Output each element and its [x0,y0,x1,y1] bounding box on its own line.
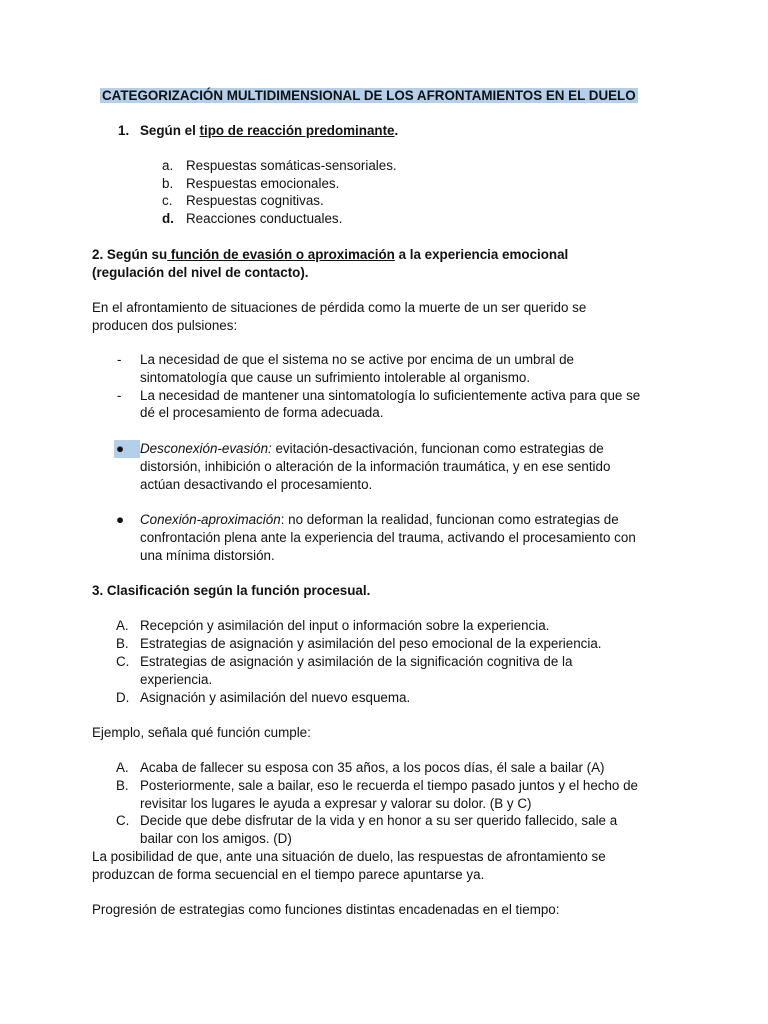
s3-item-C-line1: Estrategias de asignación y asimilación de la significación cognitiva de la [140,654,573,669]
bullet-1-line1 [140,440,604,458]
section3-heading: 3. Clasificación según la función procesual. [92,583,371,598]
s3-marker-C: C. [116,654,130,669]
dash-item-1-line1: La necesidad de que el sistema no se active por encima de un umbral de [140,352,574,367]
s3-marker-D: D. [116,690,130,705]
example-marker-A: A. [116,760,129,775]
bullet-1-term: Desconexión-evasión: [140,441,272,456]
bullet-2-line2: confrontación plena ante la experiencia del trauma, activando el procesamiento con [140,530,636,545]
dash-item-2-line1: La necesidad de mantener una sintomatología lo suficientemente activa para que se [140,388,641,403]
section2-heading-line2: (regulación del nivel de contacto). [92,265,309,280]
s3-item-A: Recepción y asimilación del input o información sobre la experiencia. [140,618,550,633]
bullet-2-rest: : no deforman la realidad, funcionan como estrategias de [280,512,619,527]
example-intro: Ejemplo, señala qué función cumple: [92,725,311,740]
example-A: Acaba de fallecer su esposa con 35 años, a los pocos días, él sale a bailar (A) [140,760,605,775]
section1-heading-pre: Según el [140,123,200,138]
title-highlight: CATEGORIZACIÓN MULTIDIMENSIONAL DE LOS AFRONTAMIENTOS EN EL DUELO [102,88,636,103]
bullet-1-rest: evitación-desactivación, funcionan como estrategias de [271,441,604,456]
bullet-2-line1 [140,511,619,529]
section2-heading-underlined: función de evasión o aproximación [167,247,395,262]
s3-item-D: Asignación y asimilación del nuevo esquema. [140,690,411,705]
dash-item-1-line2: sintomatología que cause un sufrimiento intolerable al organismo. [140,370,531,385]
section2-heading-pre: 2. Según su [92,247,168,262]
section1-item-d: Reacciones conductuales. [186,211,343,226]
dash-item-2-line2: dé el procesamiento de forma adecuada. [140,405,384,420]
bullet-2-term: Conexión-aproximación [140,512,281,527]
section2-heading-post: a la experiencia emocional [394,247,569,262]
section1-item-c: Respuestas cognitivas. [186,193,324,208]
bullet-2-line3: una mínima distorsión. [140,548,275,563]
section1-heading [140,122,398,140]
example-C-line2: bailar con los amigos. (D) [140,831,292,846]
example-C-line1: Decide que debe disfrutar de la vida y en honor a su ser querido fallecido, sale a [140,813,618,828]
bullet-1-line2: distorsión, inhibición o alteración de la información traumática, y en ese sentido [140,459,611,474]
section2-intro-line2: producen dos pulsiones: [92,318,238,333]
section2-heading [92,246,568,264]
s3-marker-A: A. [116,618,129,633]
example-marker-B: B. [116,778,129,793]
dash-marker-1: - [117,352,122,367]
section1-heading-underlined: tipo de reacción predominante [199,123,395,138]
section1-item-a: Respuestas somáticas-sensoriales. [186,158,397,173]
dash-marker-2: - [117,388,122,403]
s3-item-B: Estrategias de asignación y asimilación del peso emocional de la experiencia. [140,636,602,651]
section1-marker-c: c. [162,193,173,208]
document-title [100,87,638,105]
bullet-1-line3: actúan desactivando el procesamiento. [140,477,373,492]
bullet-marker-2: ● [116,512,125,527]
example-marker-C: C. [116,813,130,828]
example-B-line1: Posteriormente, sale a bailar, eso le recuerda el tiempo pasado juntos y el hecho de [140,778,638,793]
example-B-line2: revisitar los lugares le ayuda a expresar y valorar su dolor. (B y C) [140,796,532,811]
progression-line: Progresión de estrategias como funciones distintas encadenadas en el tiempo: [92,902,560,917]
closing-line2: produzcan de forma secuencial en el tiempo parece apuntarse ya. [92,867,485,882]
closing-line1: La posibilidad de que, ante una situación de duelo, las respuestas de afrontamiento se [92,849,606,864]
section1-marker-a: a. [162,158,174,173]
section1-marker-d: d. [162,211,174,226]
section1-item-b: Respuestas emocionales. [186,176,340,191]
bullet-marker-1: ● [114,440,140,458]
section2-intro-line1: En el afrontamiento de situaciones de pérdida como la muerte de un ser querido se [92,300,587,315]
section1-heading-post: . [394,123,399,138]
s3-item-C-line2: experiencia. [140,672,213,687]
section1-marker-b: b. [162,176,174,191]
section1-number: 1. [118,123,130,138]
s3-marker-B: B. [116,636,129,651]
